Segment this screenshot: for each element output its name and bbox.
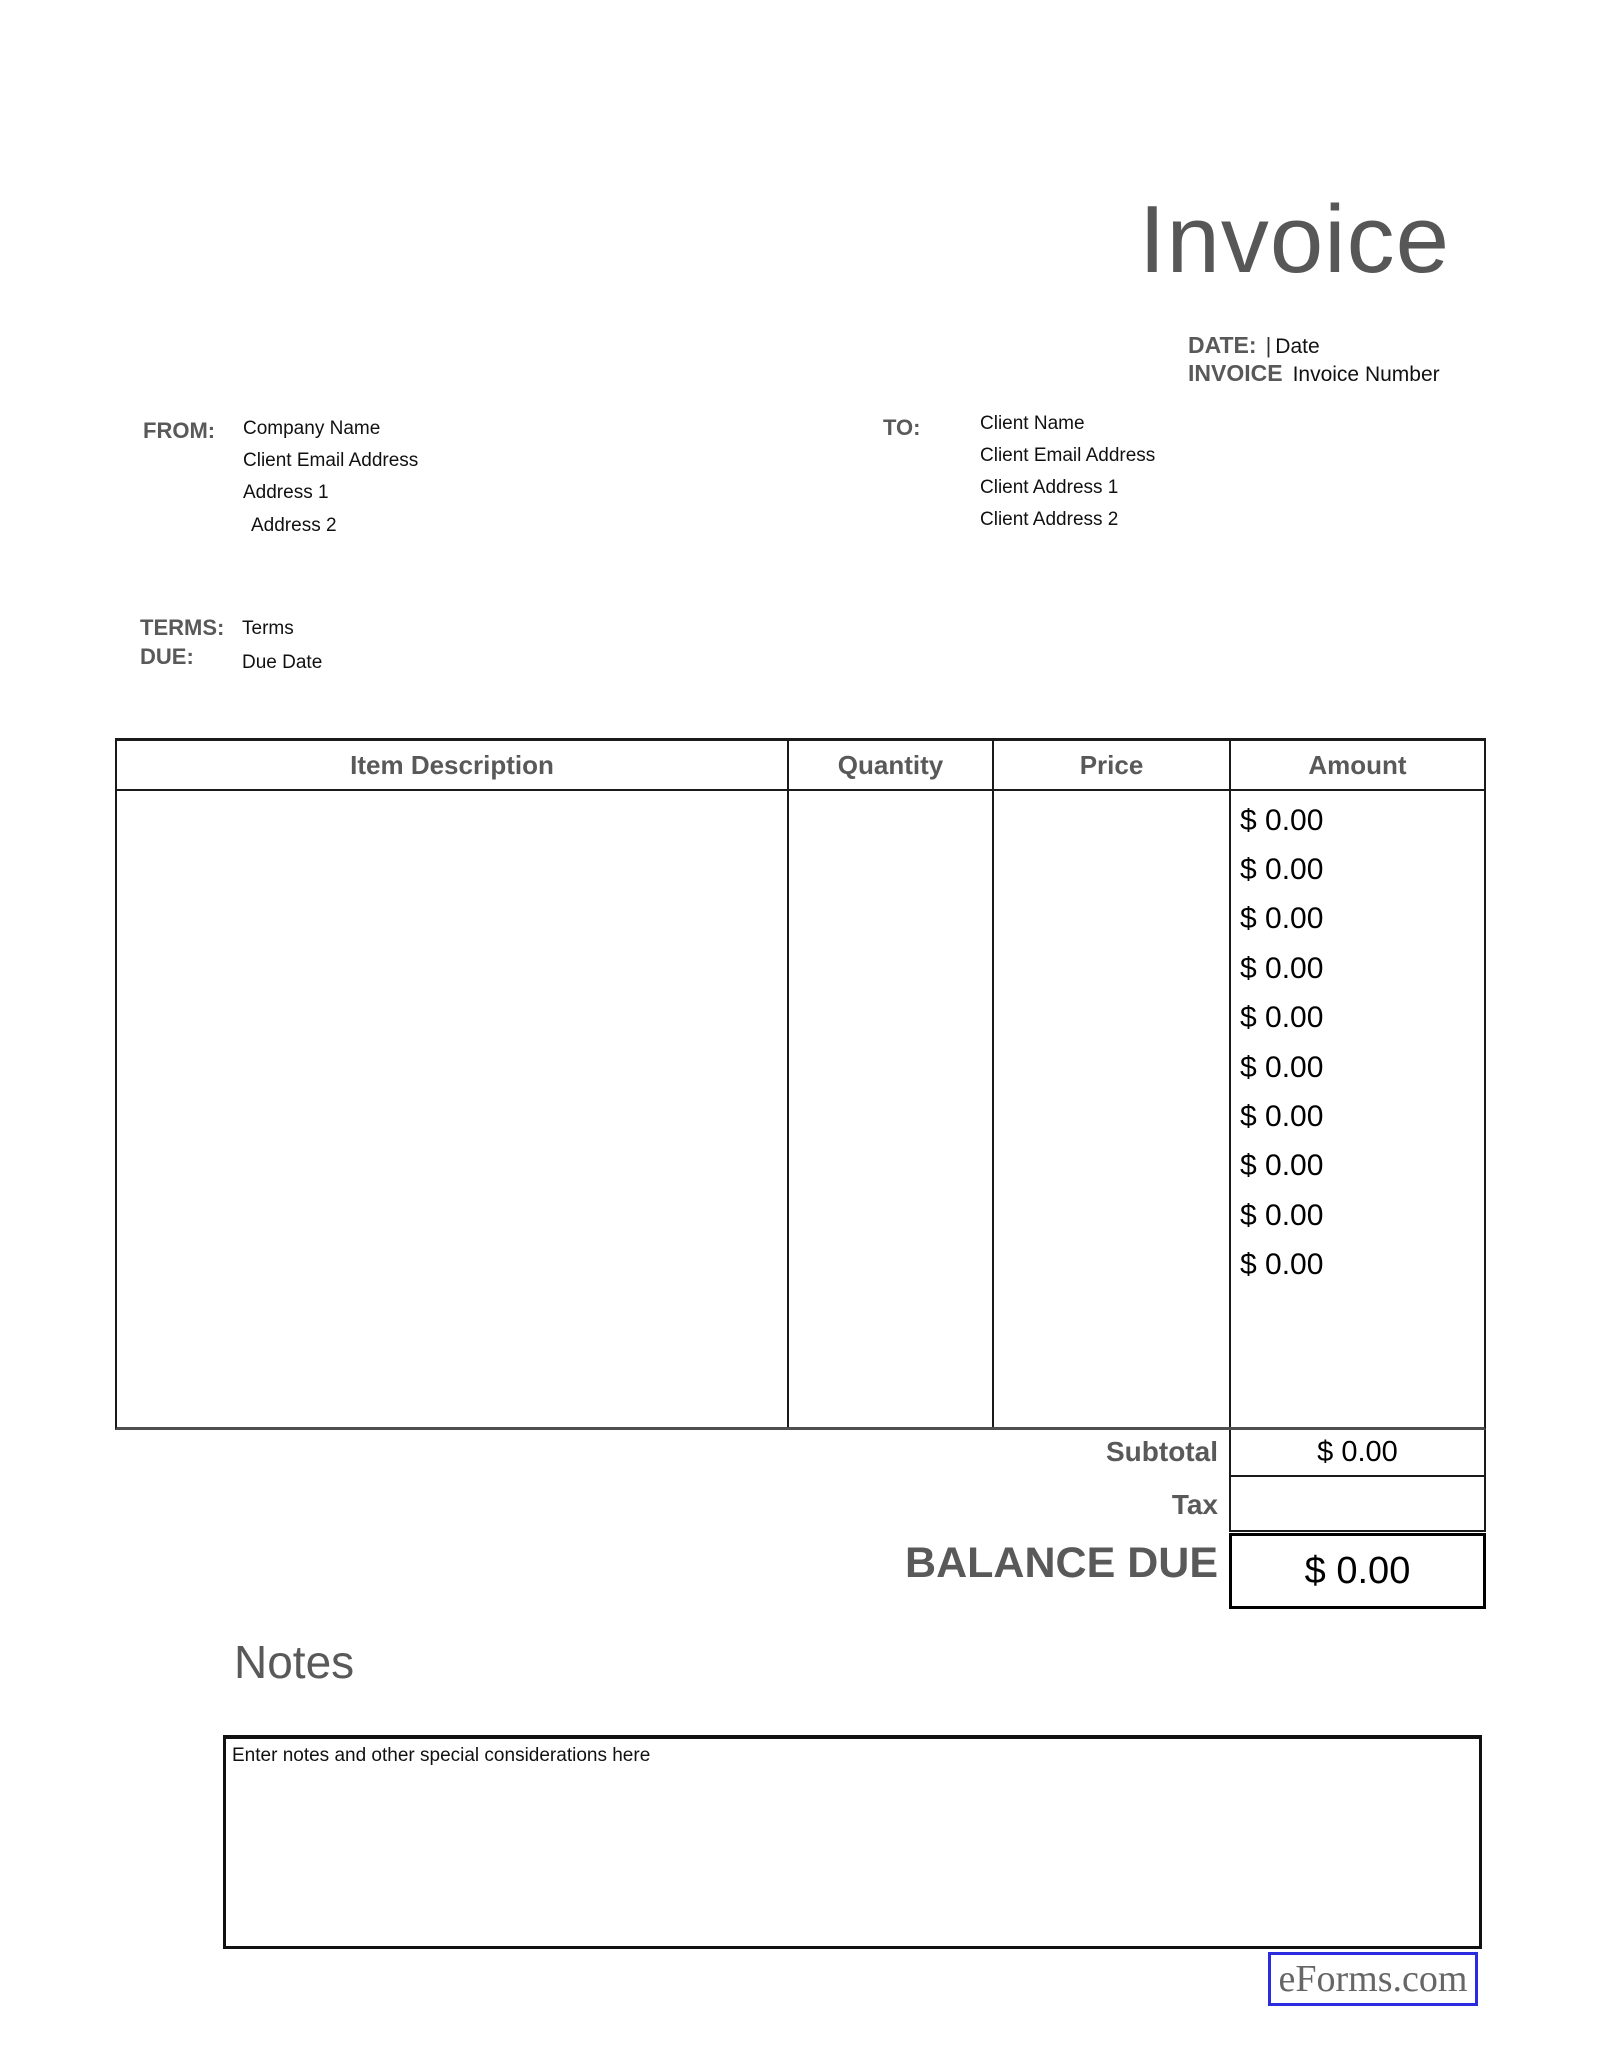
amount-value[interactable]: $ 0.00: [1240, 1248, 1324, 1282]
from-address2-field[interactable]: Address 2: [251, 515, 337, 536]
amount-value[interactable]: $ 0.00: [1240, 1198, 1324, 1232]
item-description-cell[interactable]: [117, 791, 789, 1427]
amount-value[interactable]: $ 0.00: [1240, 951, 1324, 985]
from-company-name-field[interactable]: Company Name: [243, 418, 381, 439]
price-cell[interactable]: [994, 791, 1231, 1427]
text-cursor-icon: |: [1265, 333, 1272, 358]
invoice-number-label: INVOICE: [1188, 360, 1283, 386]
eforms-logo-link[interactable]: eForms.com: [1268, 1952, 1478, 2006]
notes-textarea[interactable]: Enter notes and other special considerations here: [223, 1735, 1482, 1949]
from-label: FROM:: [143, 418, 216, 443]
amount-cell: [1231, 791, 1484, 1427]
to-address1-field[interactable]: Client Address 1: [980, 477, 1119, 498]
date-row: [1188, 334, 1320, 357]
item-description-header: Item Description: [117, 741, 789, 789]
items-table-body: [117, 791, 1484, 1427]
page-title: Invoice: [1138, 186, 1450, 293]
amount-value[interactable]: $ 0.00: [1240, 1149, 1324, 1183]
date-field[interactable]: Date: [1275, 335, 1320, 358]
amount-value[interactable]: $ 0.00: [1240, 1050, 1324, 1084]
to-client-name-field[interactable]: Client Name: [980, 413, 1085, 434]
notes-heading: Notes: [234, 1636, 355, 1688]
amount-value[interactable]: $ 0.00: [1240, 803, 1324, 837]
subtotal-label: Subtotal: [1106, 1436, 1218, 1467]
terms-label: TERMS:: [140, 615, 225, 640]
to-label: TO:: [883, 415, 921, 440]
items-table: [115, 738, 1486, 1430]
amount-value[interactable]: $ 0.00: [1240, 902, 1324, 936]
amount-value[interactable]: $ 0.00: [1240, 853, 1324, 887]
due-label: DUE:: [140, 644, 194, 669]
terms-field[interactable]: Terms: [242, 618, 294, 639]
to-address2-field[interactable]: Client Address 2: [980, 509, 1119, 530]
tax-input-cell[interactable]: [1229, 1477, 1486, 1532]
subtotal-value-cell[interactable]: $ 0.00: [1229, 1430, 1486, 1477]
date-label: DATE:: [1188, 332, 1257, 358]
from-address1-field[interactable]: Address 1: [243, 482, 329, 503]
quantity-cell[interactable]: [789, 791, 994, 1427]
quantity-header: Quantity: [789, 741, 994, 789]
balance-due-value-cell[interactable]: $ 0.00: [1229, 1533, 1486, 1609]
tax-label: Tax: [1171, 1489, 1218, 1520]
to-email-field[interactable]: Client Email Address: [980, 445, 1156, 466]
amount-value[interactable]: $ 0.00: [1240, 1100, 1324, 1134]
items-table-header-row: [117, 741, 1484, 791]
invoice-number-row: [1188, 362, 1440, 385]
from-email-field[interactable]: Client Email Address: [243, 450, 419, 471]
invoice-number-field[interactable]: Invoice Number: [1292, 363, 1440, 386]
due-date-field[interactable]: Due Date: [242, 652, 323, 673]
balance-due-label: BALANCE DUE: [905, 1539, 1218, 1587]
price-header: Price: [994, 741, 1231, 789]
amount-header: Amount: [1308, 749, 1407, 780]
amount-value[interactable]: $ 0.00: [1240, 1001, 1324, 1035]
